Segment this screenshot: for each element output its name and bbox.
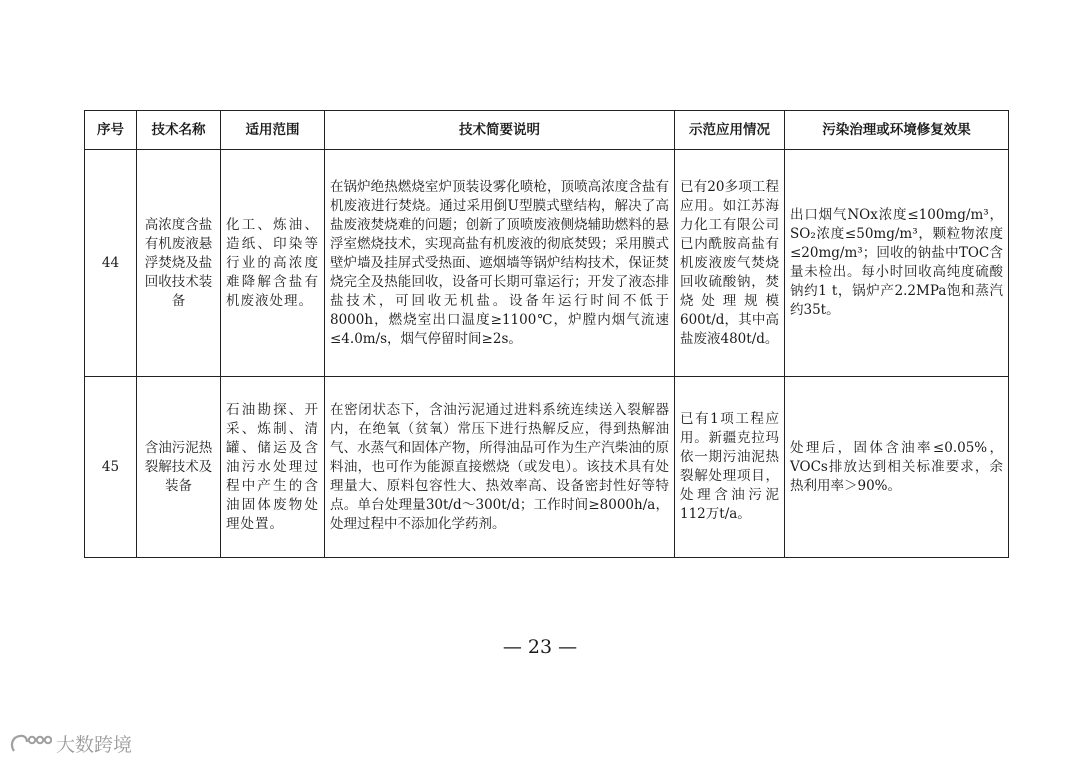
header-scope: 适用范围 — [221, 111, 325, 150]
row-effect: 出口烟气NOx浓度≤100mg/m³，SO₂浓度≤50mg/m³，颗粒物浓度≤20mg/m³；回收的钠盐中TOC含量未检出。每小时回收高纯度硫酸钠约1 t，锅炉产2.2MPa饱和蒸汽约35t。 — [785, 150, 1009, 377]
watermark-logo-icon — [8, 731, 52, 757]
table-header-row — [85, 111, 1009, 150]
watermark — [8, 730, 132, 757]
header-application: 示范应用情况 — [675, 111, 785, 150]
row-tech-name: 高浓度含盐有机废液悬浮焚烧及盐回收技术装备 — [137, 150, 221, 377]
header-no: 序号 — [85, 111, 137, 150]
row-tech-name: 含油污泥热裂解技术及装备 — [137, 377, 221, 558]
technology-table — [84, 110, 1009, 558]
row-no: 44 — [85, 150, 137, 377]
row-no: 45 — [85, 377, 137, 558]
table-row — [85, 150, 1009, 377]
row-description: 在密闭状态下，含油污泥通过进料系统连续送入裂解器内，在绝氧（贫氧）常压下进行热解反应，得到热解油气、水蒸气和固体产物，所得油品可作为生产汽柴油的原料油，也可作为能源直接燃烧（或发电）。该技术具有处理量大、原料包容性大、热效率高、设备密封性好等特点。单台处理量30t/d～300t/d；工作时间≥8000h/a，处理过程中不添加化学药剂。 — [325, 377, 675, 558]
row-application: 已有1项工程应用。新疆克拉玛依一期污油泥热裂解处理项目，处理含油污泥112万t/a。 — [675, 377, 785, 558]
row-scope: 化工、炼油、造纸、印染等行业的高浓度难降解含盐有机废液处理。 — [221, 150, 325, 377]
table-row — [85, 377, 1009, 558]
row-application: 已有20多项工程应用。如江苏海力化工有限公司已内酰胺高盐有机废液废气焚烧回收硫酸钠，焚烧处理规模600t/d，其中高盐废液480t/d。 — [675, 150, 785, 377]
page-number: — 23 — — [502, 636, 578, 658]
header-effect: 污染治理或环境修复效果 — [785, 111, 1009, 150]
header-description: 技术简要说明 — [325, 111, 675, 150]
row-scope: 石油勘探、开采、炼制、清罐、储运及含油污水处理过程中产生的含油固体废物处理处置。 — [221, 377, 325, 558]
row-description: 在锅炉绝热燃烧室炉顶装设雾化喷枪，顶喷高浓度含盐有机废液进行焚烧。通过采用倒U型膜式壁结构，解决了高盐废液焚烧难的问题；创新了顶喷废液侧烧辅助燃料的悬浮室燃烧技术，实现高盐有机废液的彻底焚毁；采用膜式壁炉墙及挂屏式受热面、遮烟墙等锅炉结构技术，保证焚烧完全及热能回收，设备可长期可靠运行；开发了液态排盐技术，可回收无机盐。设备年运行时间不低于8000h，燃烧室出口温度≥1100℃，炉膛内烟气流速≤4.0m/s，烟气停留时间≥2s。 — [325, 150, 675, 377]
header-tech-name: 技术名称 — [137, 111, 221, 150]
watermark-text: 大数跨境 — [56, 734, 133, 756]
row-effect: 处理后，固体含油率≤0.05%，VOCs排放达到相关标准要求，余热利用率＞90%。 — [785, 377, 1009, 558]
